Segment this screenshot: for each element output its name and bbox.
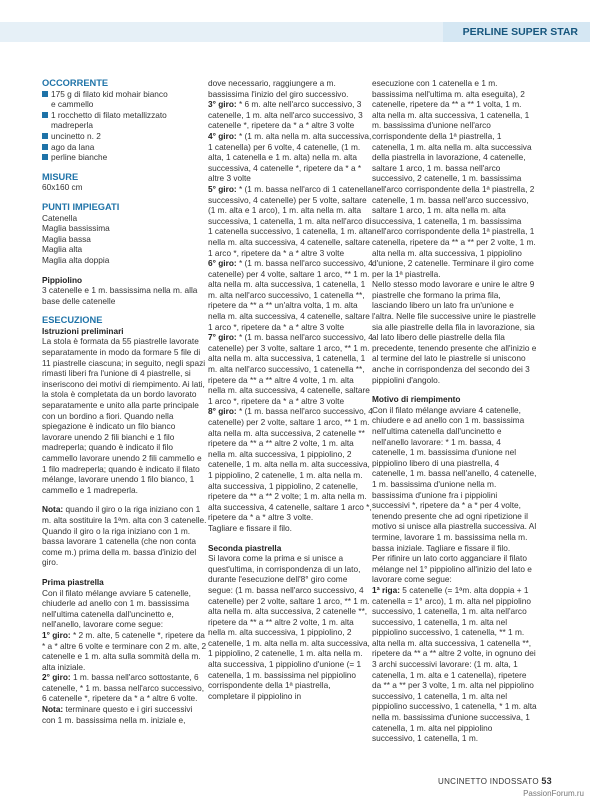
giro-8: 8° giro: * (1 m. bassa nell'arco successivo, 4 catenelle) per 2 volte, saltare 1 arco, ** 1 m. alta nella m. alta successiva, 2 catenelle ** ripetere da ** a ** altre 2 volte, 1 m. alta nella m. alta successiva, 1 pippiolino, 2 catenelle, 1 m. alta nella m. alta successiva, 1 pippiolino, 2 catenelle, 1 m. alta nella m. alta successiva, 1 pippiolino, 2 catenelle, ripetere da ** a ** 2 volte; 1 m. alta nella m. alta successiva, 4 catenelle, saltare 1 arco *, ripetere da * a * altre 3 volte. bbox=[208, 406, 373, 523]
giro-4: 4° giro: * (1 m. alta nella m. alta successiva, 1 catenella) per 6 volte, 4 catenelle, (1 m. alta, 1 catenella e 1 m. alta) nella m. alta successiva, 4 catenelle *, ripetere da * a * altre 3 volte bbox=[208, 130, 372, 184]
watermark: PassionForum.ru bbox=[523, 789, 584, 798]
tagliare-text: Tagliare e fissare il filo. bbox=[208, 522, 292, 533]
list-item-cont: e cammello bbox=[51, 99, 94, 110]
page-number: 53 bbox=[541, 776, 552, 786]
nota-text: quando il giro o la riga iniziano con 1 m. alta sostituire la 1ªm. alta con 3 catenelle. Quando il giro o la riga iniziano con 1 m. bassa lavorare 1 catenella (che non conta come m.) prima della m. bassa d'inizio del giro. bbox=[42, 504, 207, 568]
bullet-icon bbox=[42, 133, 48, 139]
column-3 bbox=[372, 78, 537, 744]
punto-item: Maglia bassa bbox=[42, 233, 91, 244]
prima-heading: Prima piastrella bbox=[42, 576, 104, 587]
nota-paragraph bbox=[42, 504, 207, 568]
giro-7: 7° giro: * (1 m. bassa nell'arco successivo, 4 catenelle) per 3 volte, saltare 1 arco, ** 1 m. alta nella m. alta successiva, 1 catenella, 1 m. alta nell'arco successivo, 1 catenella **, ripetere da ** a ** altre 4 volte, 1 m. alta nella m. alta successiva, 4 catenelle, saltare 1 arco *, ripetere da * a * altre 3 volte bbox=[208, 332, 373, 406]
footer-label: UNCINETTO INDOSSATO bbox=[438, 777, 539, 786]
unione-text: Nello stesso modo lavorare e unire le altre 9 piastrelle che formano la prima fila, lasciando libero un lato fra un'unione e l'altra. Nelle file successive unire le piastrelle sia alle piastrelle della fila in lavorazione, sia al lato libero delle piastrelle della fila precedente, tenendo presente che all'inizio e al termine del lato le piastrelle si uniscono anche in corrispondenza del secondo dei 3 pippiolini d'angolo. bbox=[372, 279, 537, 385]
materials-list bbox=[42, 89, 207, 163]
bullet-icon bbox=[42, 91, 48, 97]
giro-2: 2° giro: 1 m. bassa nell'arco sottostante, 6 catenelle, * 1 m. bassa nell'arco successivo, 6 catenelle *, ripetere da * a * altre 6 volte. bbox=[42, 672, 205, 704]
giro-6: 6° giro: * (1 m. bassa nell'arco successivo, 4 catenelle) per 4 volte, saltare 1 arco, ** 1 m. alta nella m. alta successiva, 1 catenella, 1 m. alta nell'arco successivo, 1 catenella **, ripetere da ** a ** un'altra volta, 1 m. alta nella m. alta successiva, 4 catenelle, saltare 1 arco *, ripetere da * a * altre 3 volte bbox=[208, 258, 373, 332]
misure-value: 60x160 cm bbox=[42, 182, 83, 193]
list-item-cont: madreperla bbox=[51, 120, 93, 131]
list-item: ago da lana bbox=[42, 142, 207, 153]
punto-item: Maglia alta doppia bbox=[42, 254, 110, 265]
column-2 bbox=[208, 78, 373, 701]
misure-heading: MISURE bbox=[42, 171, 79, 182]
punto-item: Maglia alta bbox=[42, 244, 83, 255]
pippiolino-heading: Pippiolino bbox=[42, 274, 83, 285]
giro-5: 5° giro: * (1 m. bassa nell'arco di 1 catenella successivo, 4 catenelle) per 5 volte, saltare (1 m. alta e 1 arco), 1 m. alta nella m. alta successiva, 1 catenella, 1 m. alta nell'arco di 1 catenella successivo, 1 catenella, 1 m. alta nella m. alta successiva, 4 catenelle, saltare 1 arco *, ripetere da * a * altre 3 volte bbox=[208, 183, 373, 258]
continuation-text: dove necessario, raggiungere a m. bassissima l'inizio del giro successivo. bbox=[208, 78, 349, 99]
list-item: 1 rocchetto di filato metallizzato bbox=[42, 110, 207, 121]
istruzioni-heading: Istruzioni preliminari bbox=[42, 325, 124, 336]
bullet-icon bbox=[42, 112, 48, 118]
motivo-text: Con il filato mélange avviare 4 catenelle, chiudere e ad anello con 1 m. bassissima nell'ultima catenella dall'uncinetto e nell'anello lavorare: * 1 m. bassa, 4 catenelle, 1 m. bassissima d'unione nel pippiolino libero di una piastrella, 4 catenelle, 1 m. bassa nell'anello, 4 catenelle, 1 m. bassissima d'unione nella m. bassissima d'unione fra i pippiolini successivi *, ripetere da * a * per 4 volte, tenendo presente che ad ogni ripetizione il motivo si unisce alla piastrella successiva. Al termine, lavorare 1 m. bassissima nella m. bassa iniziale. Tagliare e fissare il filo. bbox=[372, 404, 537, 553]
header bbox=[0, 0, 590, 46]
section-label: PERLINE SUPER STAR bbox=[443, 22, 590, 42]
nota-label: Nota: bbox=[42, 504, 64, 515]
prima-intro: Con il filato mélange avviare 5 catenelle, chiuderle ad anello con 1 m. bassissima nell'ultima catenella dall'uncinetto e, nell'anello, lavorare come segue: bbox=[42, 587, 191, 630]
footer bbox=[438, 776, 552, 786]
motivo-heading: Motivo di riempimento bbox=[372, 394, 461, 405]
giro-3: 3° giro: * 6 m. alte nell'arco successivo, 3 catenelle, 1 m. alta nell'arco successivo, 3 catenelle *, ripetere da * a * altre 3 volte bbox=[208, 99, 363, 131]
occorrente-heading: OCCORRENTE bbox=[42, 78, 109, 88]
rifinire-text: Per rifinire un lato corto agganciare il filato mélange nel 1° pippiolino all'inizio del lato e lavorare come segue: bbox=[372, 553, 532, 585]
list-item: perline bianche bbox=[42, 152, 207, 163]
punti-heading: PUNTI IMPIEGATI bbox=[42, 201, 120, 212]
pippiolino-text: 3 catenelle e 1 m. bassissima nella m. alla base delle catenelle bbox=[42, 285, 198, 306]
istruzioni-text: La stola è formata da 55 piastrelle lavorate separatamente in modo da formare 5 file di 11 piastrelle ciascuna; in seguito, negli spazi rimasti liberi fra l'unione di 4 piastrelle, si inseriscono dei motivi di riempimento. Ai lati, la stola è completata da un bordo lavorato separatamente e unito alla parte principale con un bordino a fiori. Quando nella spiegazione è indicato un filo bianco lavorare unendo 2 fili bianchi e 1 filo madreperla; quando è indicato il filo cammello lavorare unendo 2 fili cammello e 1 filo madreperla; quando è indicato il filato mélange, lavorare unendo 1 filo bianco, 1 cammello e 1 madreperla. bbox=[42, 336, 206, 495]
punto-item: Maglia bassissima bbox=[42, 223, 110, 234]
seconda-heading: Seconda piastrella bbox=[208, 542, 282, 553]
giro-1: 1° giro: * 2 m. alte, 5 catenelle *, ripetere da * a * altre 6 volte e terminare con 2 m. alte, 2 catenelle e 1 m. alta sulla sommità della m. alta iniziale. bbox=[42, 629, 207, 672]
punto-item: Catenella bbox=[42, 212, 78, 223]
seconda-text: Si lavora come la prima e si unisce a quest'ultima, in corrispondenza di un lato, durante l'esecuzione dell'8° giro come segue: (1 m. bassa nell'arco successivo, 4 catenelle) per 2 volte, saltare 1 arco, ** 1 m. alta nella m. alta successiva, 2 catenelle **, ripetere da ** a ** altre 2 volte, 1 m. alta nella m. alta successiva, 1 pippiolino, 2 catenelle, 1 m. alta nella m. alta successiva, 1 pippiolino, 2 catenelle, 1 m. alta nella m. alta successiva, 1 pippiolino d'unione (= 1 catenella, 1 m. bassissima nel pippiolino corrispondente della 1ª piastrella, completare il pippiolino in bbox=[208, 553, 370, 701]
esecuzione-heading: ESECUZIONE bbox=[42, 315, 103, 326]
bullet-icon bbox=[42, 154, 48, 160]
column-1 bbox=[42, 78, 207, 725]
bullet-icon bbox=[42, 144, 48, 150]
continuation-text: esecuzione con 1 catenella e 1 m. bassissima nell'ultima m. alta eseguita), 2 catenelle, ripetere da ** a ** 1 volta, 1 m. alta nella m. alta successiva, 1 catenella, 1 m. bassissima d'unione nell'arco corrispondente della 1ª piastrella, 1 catenella, 1 m. alta nella m. alta successiva della piastrella in lavorazione, 4 catenelle, saltare 1 arco, 1 m. bassa nell'arco successivo, 2 catenelle, 1 m. bassissima nell'arco corrispondente della 1ª piastrella, 2 catenelle, 1 m. bassa nell'arco successivo, saltare 1 arco, 1 m. alta nella m. alta successiva, 1 catenella, 1 m. bassissima nell'arco corrispondente della 1ª piastrella, 1 catenella, ripetere da ** a ** per 2 volte, 1 m. alta nella m. alta successiva, 1 pippiolino d'unione, 2 catenelle. Terminare il giro come per la 1ª piastrella. bbox=[372, 78, 536, 279]
list-item: uncinetto n. 2 bbox=[42, 131, 207, 142]
list-item: 175 g di filato kid mohair bianco bbox=[42, 89, 207, 100]
riga-1: 1ª riga: 5 catenelle (= 1ªm. alta doppia + 1 catenella = 1° arco), 1 m. alta nel pippiolino successivo, 1 catenella, 1 m. alta nell'arco successivo, 1 catenella, 1 m. alta nel pippiolino successivo, 1 catenella, ** 1 m. alta nella m. alta successiva, 1 catenella **, ripetere da ** a ** altre 2 volte, in ognuno dei 3 archi successivi lavorare: (1 m. alta, 1 catenella, 1 m. alta e 1 catenella), ripetere da ** a ** per 3 volte, 1 m. alta nel pippiolino successivo, 1 catenella, 1 m. alta nel pippiolino successivo, 1 catenella, * 1 m. alta nella m. bassissima d'unione successiva, 1 catenella, 1 m. alta nel pippiolino successivo, 1 catenella, 1 m. bbox=[372, 584, 537, 744]
nota-2: Nota: terminare questo e i giri successivi con 1 m. bassissima nella m. iniziale e, bbox=[42, 704, 193, 725]
